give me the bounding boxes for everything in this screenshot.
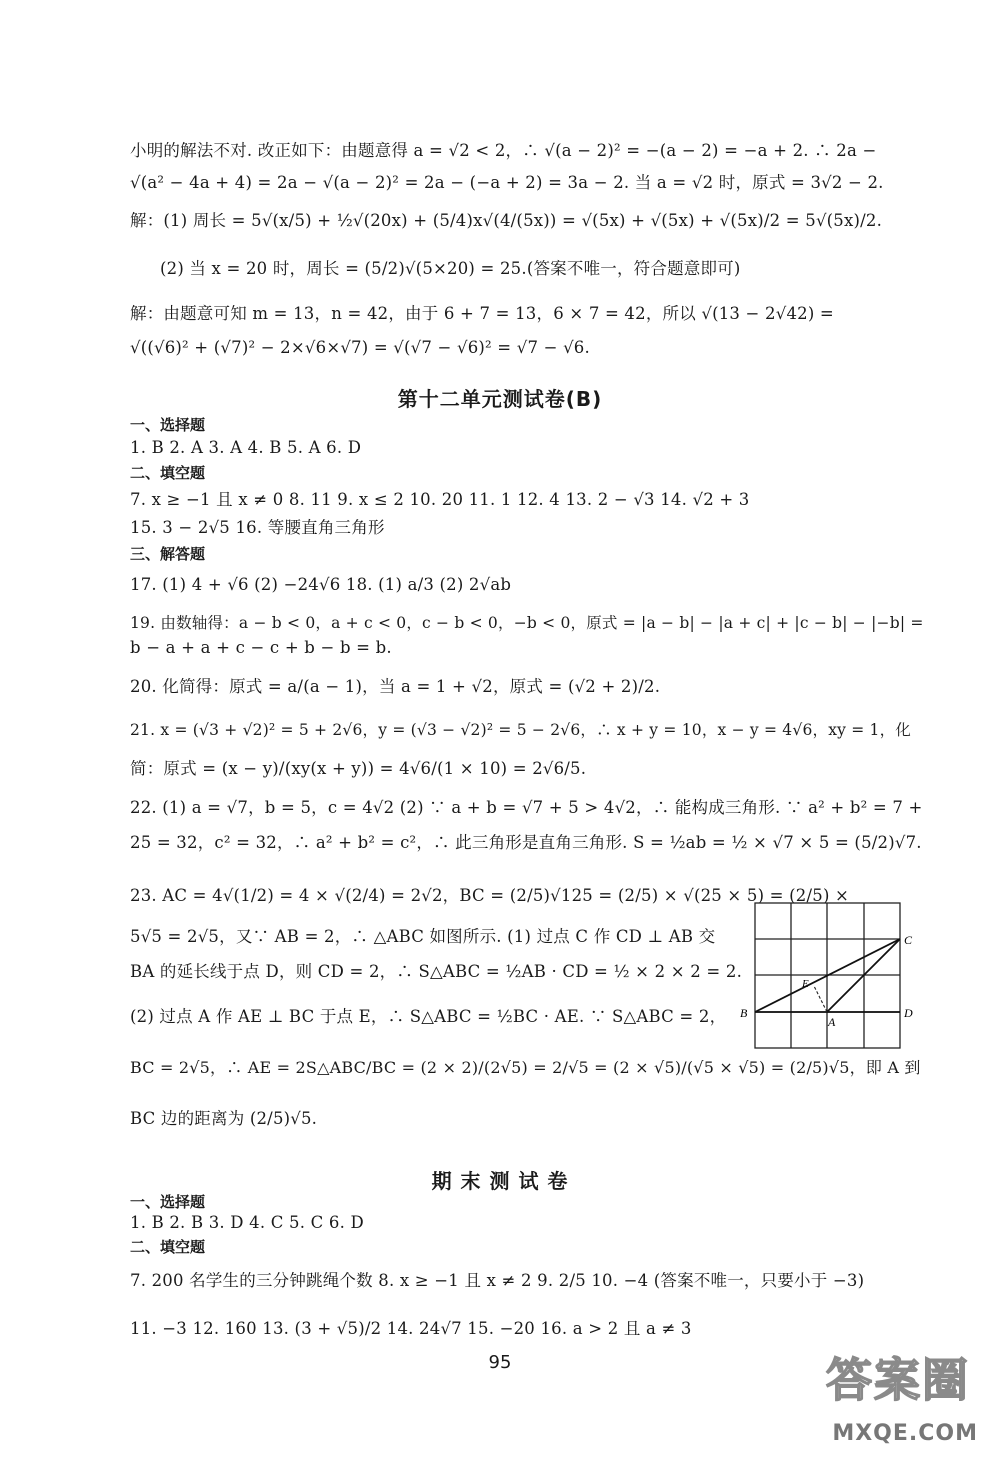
unit-b-a19-line1: 19. 由数轴得：a − b < 0，a + c < 0，c − b < 0，−b < 0，原式 = |a − b| − |a + c| + |c − b| − |−b| = — [130, 614, 924, 632]
label-d: D — [904, 1006, 913, 1020]
unit-b-a17-18: 17. (1) 4 + √6 (2) −24√6 18. (1) a/3 (2) 2√ab — [130, 575, 512, 594]
label-e: E — [802, 978, 809, 990]
unit-b-a22-line1: 22. (1) a = √7，b = 5，c = 4√2 (2) ∵ a + b = √7 + 5 > 4√2，∴ 能构成三角形. ∵ a² + b² = 7 + — [130, 798, 923, 817]
final-section-fill: 二、填空题 — [130, 1238, 206, 1256]
watermark-url: MXQE.COM — [832, 1421, 978, 1446]
unit-b-title: 第十二单元测试卷(B) — [397, 387, 603, 411]
unit-b-section-fill: 二、填空题 — [130, 464, 206, 482]
unit-b-a19-line2: b − a + a + c − c + b − b = b. — [130, 638, 392, 657]
final-section-choice: 一、选择题 — [130, 1193, 206, 1211]
final-fill-line2: 11. −3 12. 160 13. (3 + √5)/2 14. 24√7 15. −20 16. a > 2 且 a ≠ 3 — [130, 1319, 692, 1338]
unit-b-section-choice: 一、选择题 — [130, 416, 206, 434]
label-a: A — [828, 1015, 836, 1029]
triangle-grid-figure — [738, 895, 928, 1075]
unit-b-a21-line1: 21. x = (√3 + √2)² = 5 + 2√6，y = (√3 − √2)² = 5 − 2√6，∴ x + y = 10，x − y = 4√6，xy = 1，化 — [130, 721, 912, 739]
q22-line1: 解：(1) 周长 = 5√(x/5) + ½√(20x) + (5/4)x√(4/(5x)) = √(5x) + √(5x) + √(5x)/2 = 5√(5x)/2. — [130, 211, 883, 230]
label-c: C — [904, 933, 913, 947]
unit-b-choice-answers: 1. B 2. A 3. A 4. B 5. A 6. D — [130, 438, 362, 457]
unit-b-a23-line1: 23. AC = 4√(1/2) = 4 × √(2/4) = 2√2，BC = (2/5)√125 = (2/5) × √(25 × 5) = (2/5) × — [130, 886, 850, 905]
unit-b-a23-line4: (2) 过点 A 作 AE ⊥ BC 于点 E，∴ S△ABC = ½BC · AE. ∵ S△ABC = 2， — [130, 1007, 727, 1026]
q22-line2: (2) 当 x = 20 时，周长 = (5/2)√(5×20) = 25.(答案不唯一，符合题意即可) — [160, 259, 741, 278]
final-choice-answers: 1. B 2. B 3. D 4. C 5. C 6. D — [130, 1213, 364, 1232]
segment-ae — [814, 986, 827, 1012]
q21-line2: √(a² − 4a + 4) = 2a − √(a − 2)² = 2a − (−a + 2) = 3a − 2. 当 a = √2 时，原式 = 3√2 − 2. — [130, 173, 884, 192]
final-title: 期 末 测 试 卷 — [431, 1169, 569, 1193]
unit-b-a22-line2: 25 = 32，c² = 32，∴ a² + b² = c²，∴ 此三角形是直角三角形. S = ½ab = ½ × √7 × 5 = (5/2)√7. — [130, 833, 922, 852]
final-fill-line1: 7. 200 名学生的三分钟跳绳个数 8. x ≥ −1 且 x ≠ 2 9. 2/5 10. −4 (答案不唯一，只要小于 −3) — [130, 1271, 865, 1290]
page-number: 95 — [488, 1352, 512, 1373]
unit-b-a21-line2: 简：原式 = (x − y)/(xy(x + y)) = 4√6/(1 × 10) = 2√6/5. — [130, 759, 587, 778]
q21-line1: 小明的解法不对. 改正如下：由题意得 a = √2 < 2，∴ √(a − 2)² = −(a − 2) = −a + 2. ∴ 2a − — [130, 141, 877, 160]
watermark-logo: 答案圈 — [826, 1353, 970, 1407]
q23-line2: √((√6)² + (√7)² − 2×√6×√7) = √(√7 − √6)² = √7 − √6. — [130, 338, 590, 357]
unit-b-a23-line6: BC 边的距离为 (2/5)√5. — [130, 1109, 318, 1128]
unit-b-a23-line2: 5√5 = 2√5，又∵ AB = 2，∴ △ABC 如图所示. (1) 过点 C 作 CD ⊥ AB 交 — [130, 927, 716, 946]
unit-b-fill-line1: 7. x ≥ −1 且 x ≠ 0 8. 11 9. x ≤ 2 10. 20 11. 1 12. 4 13. 2 − √3 14. √2 + 3 — [130, 490, 750, 509]
unit-b-section-solve: 三、解答题 — [130, 545, 206, 563]
label-b: B — [740, 1006, 748, 1020]
q23-line1: 解：由题意可知 m = 13，n = 42，由于 6 + 7 = 13，6 × 7 = 42，所以 √(13 − 2√42) = — [130, 304, 834, 323]
unit-b-a20: 20. 化简得：原式 = a/(a − 1)，当 a = 1 + √2，原式 = (√2 + 2)/2. — [130, 677, 661, 696]
unit-b-a23-line3: BA 的延长线于点 D，则 CD = 2，∴ S△ABC = ½AB · CD = ½ × 2 × 2 = 2. — [130, 962, 743, 981]
unit-b-fill-line2: 15. 3 − 2√5 16. 等腰直角三角形 — [130, 518, 385, 537]
unit-b-a23-line5: BC = 2√5，∴ AE = 2S△ABC/BC = (2 × 2)/(2√5) = 2/√5 = (2 × √5)/(√5 × √5) = (2/5)√5，即 A 到 — [130, 1058, 921, 1077]
